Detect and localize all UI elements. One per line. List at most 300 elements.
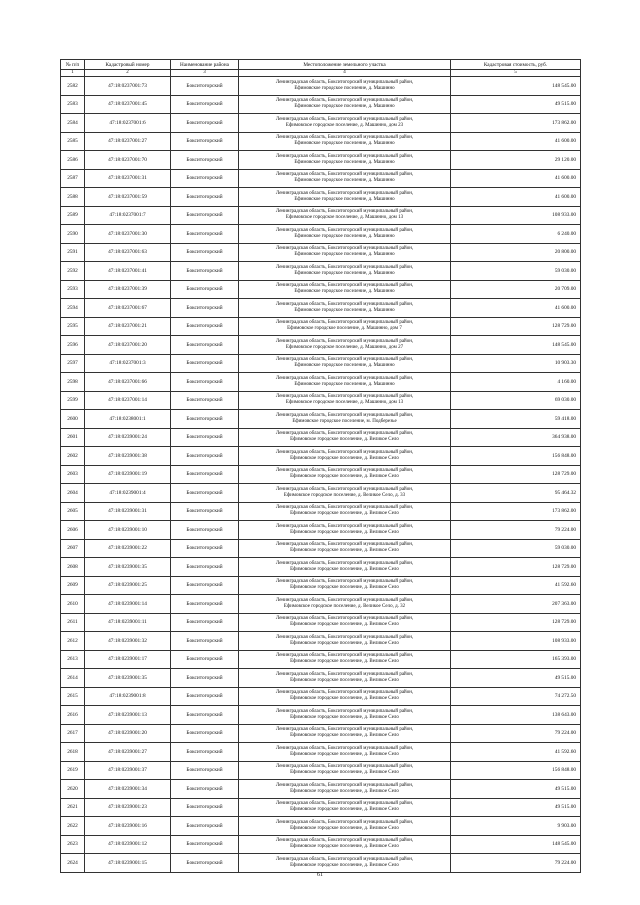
district-name: Бокситогорский bbox=[171, 539, 239, 558]
cadastral-value: 79 224.00 bbox=[451, 724, 581, 743]
cadastral-number: 47:18:0237001:14 bbox=[85, 391, 171, 410]
row-number: 2614 bbox=[61, 669, 85, 688]
location bbox=[239, 576, 451, 595]
cadastral-value: 20 709.00 bbox=[451, 280, 581, 299]
location bbox=[239, 151, 451, 170]
column-number: 3 bbox=[171, 70, 239, 77]
location-line: Ленинградская область, Бокситогорский муниципальный район, bbox=[275, 264, 414, 270]
district-name: Бокситогорский bbox=[171, 835, 239, 854]
location-line: Ефимовское городское поселение, д. Машинно, дом 13 bbox=[285, 400, 404, 406]
location bbox=[239, 354, 451, 373]
district-name: Бокситогорский bbox=[171, 465, 239, 484]
location-line: Ленинградская область, Бокситогорский муниципальный район, bbox=[275, 338, 414, 344]
location-line: Ефимовское городское поселение, д. Великое Село bbox=[290, 770, 399, 776]
row-number: 2622 bbox=[61, 817, 85, 836]
location-line: Ленинградская область, Бокситогорский муниципальный район, bbox=[275, 468, 414, 474]
location-line: Ефимовское городское поселение, м. Подберезье bbox=[292, 418, 397, 424]
cadastral-value: 156 848.00 bbox=[451, 447, 581, 466]
location-line: Ленинградская область, Бокситогорский муниципальный район, bbox=[275, 375, 414, 381]
cadastral-value: 49 515.00 bbox=[451, 669, 581, 688]
cadastral-number: 47:18:0239001:17 bbox=[85, 650, 171, 669]
cadastral-value: 4 160.00 bbox=[451, 373, 581, 392]
district-name: Бокситогорский bbox=[171, 206, 239, 225]
cadastral-number: 47:18:0239001:11 bbox=[85, 613, 171, 632]
cadastral-number: 47:18:0237001:73 bbox=[85, 77, 171, 96]
table-row bbox=[61, 206, 581, 225]
cadastral-value: 79 224.00 bbox=[451, 521, 581, 540]
cadastral-number: 47:18:0237001:59 bbox=[85, 188, 171, 207]
row-number: 2592 bbox=[61, 262, 85, 281]
row-number: 2605 bbox=[61, 502, 85, 521]
cadastral-value: 41 592.60 bbox=[451, 743, 581, 762]
cadastral-value: 59 418.00 bbox=[451, 410, 581, 429]
location-line: Ефимовское городское поселение, д. Великое Село, д. 33 bbox=[283, 492, 406, 498]
location bbox=[239, 169, 451, 188]
location-line: Ефимовское городское поселение, д. Великое Село bbox=[290, 788, 399, 794]
cadastral-value: 165 393.00 bbox=[451, 650, 581, 669]
location bbox=[239, 687, 451, 706]
row-number: 2608 bbox=[61, 558, 85, 577]
table-row bbox=[61, 595, 581, 614]
location-line: Ленинградская область, Бокситогорский муниципальный район, bbox=[275, 505, 414, 511]
table-row bbox=[61, 835, 581, 854]
location-line: Ефимовское городское поселение, д. Машинно bbox=[294, 307, 395, 313]
cadastral-value: 128 729.00 bbox=[451, 613, 581, 632]
cadastral-value: 207 363.00 bbox=[451, 595, 581, 614]
row-number: 2588 bbox=[61, 188, 85, 207]
location-line: Ефимовское городское поселение, д. Великое Село bbox=[290, 677, 399, 683]
row-number: 2600 bbox=[61, 410, 85, 429]
district-name: Бокситогорский bbox=[171, 151, 239, 170]
cadastral-value: 156 848.00 bbox=[451, 761, 581, 780]
location-line: Ленинградская область, Бокситогорский муниципальный район, bbox=[275, 320, 414, 326]
cadastral-number: 47:18:0239001:34 bbox=[85, 780, 171, 799]
table-row bbox=[61, 262, 581, 281]
table-row bbox=[61, 299, 581, 318]
table-row bbox=[61, 336, 581, 355]
column-header: № п/п bbox=[61, 60, 85, 70]
row-number: 2585 bbox=[61, 132, 85, 151]
location-line: Ленинградская область, Бокситогорский муниципальный район, bbox=[275, 856, 414, 862]
cadastral-number: 47:18:0237001:6 bbox=[85, 114, 171, 133]
location bbox=[239, 558, 451, 577]
location bbox=[239, 521, 451, 540]
location bbox=[239, 410, 451, 429]
cadastral-number: 47:18:0239001:27 bbox=[85, 743, 171, 762]
location-line: Ефимовское городское поселение, д. Великое Село bbox=[290, 455, 399, 461]
district-name: Бокситогорский bbox=[171, 743, 239, 762]
cadastral-number: 47:18:0237001:45 bbox=[85, 95, 171, 114]
location-line: Ефимовское городское поселение, д. Машинно bbox=[294, 270, 395, 276]
row-number: 2624 bbox=[61, 854, 85, 873]
location bbox=[239, 336, 451, 355]
location bbox=[239, 243, 451, 262]
row-number: 2583 bbox=[61, 95, 85, 114]
location-line: Ленинградская область, Бокситогорский муниципальный район, bbox=[275, 801, 414, 807]
column-header: Кадастровый номер bbox=[85, 60, 171, 70]
row-number: 2613 bbox=[61, 650, 85, 669]
location-line: Ленинградская область, Бокситогорский муниципальный район, bbox=[275, 135, 414, 141]
cadastral-number: 47:18:0239001:23 bbox=[85, 798, 171, 817]
district-name: Бокситогорский bbox=[171, 669, 239, 688]
column-number: 5 bbox=[451, 70, 581, 77]
table-row bbox=[61, 798, 581, 817]
row-number: 2612 bbox=[61, 632, 85, 651]
cadastral-number: 47:18:0237001:63 bbox=[85, 243, 171, 262]
cadastral-number: 47:18:0238001:1 bbox=[85, 410, 171, 429]
row-number: 2623 bbox=[61, 835, 85, 854]
row-number: 2584 bbox=[61, 114, 85, 133]
row-number: 2611 bbox=[61, 613, 85, 632]
cadastral-number: 47:18:0239001:24 bbox=[85, 428, 171, 447]
cadastral-number: 47:18:0237001:70 bbox=[85, 151, 171, 170]
table-row bbox=[61, 539, 581, 558]
location bbox=[239, 391, 451, 410]
location-line: Ефимовское городское поселение, д. Великое Село bbox=[290, 640, 399, 646]
row-number: 2586 bbox=[61, 151, 85, 170]
cadastral-value: 128 729.00 bbox=[451, 317, 581, 336]
location-line: Ефимовское городское поселение, д. Великое Село bbox=[290, 696, 399, 702]
cadastral-number: 47:18:0239001:14 bbox=[85, 595, 171, 614]
location bbox=[239, 280, 451, 299]
location-line: Ефимовское городское поселение, д. Великое Село bbox=[290, 733, 399, 739]
location-line: Ефимовское городское поселение, д. Машинно bbox=[294, 252, 395, 258]
table-row bbox=[61, 447, 581, 466]
row-number: 2590 bbox=[61, 225, 85, 244]
cadastral-number: 47:18:0239001:13 bbox=[85, 706, 171, 725]
column-number: 1 bbox=[61, 70, 85, 77]
row-number: 2607 bbox=[61, 539, 85, 558]
cadastral-number: 47:18:0239001:10 bbox=[85, 521, 171, 540]
table-row bbox=[61, 817, 581, 836]
location-line: Ленинградская область, Бокситогорский муниципальный район, bbox=[275, 542, 414, 548]
district-name: Бокситогорский bbox=[171, 299, 239, 318]
location-line: Ефимовское городское поселение, д. Машинно bbox=[294, 85, 395, 91]
row-number: 2595 bbox=[61, 317, 85, 336]
location bbox=[239, 188, 451, 207]
location-line: Ленинградская область, Бокситогорский муниципальный район, bbox=[275, 690, 414, 696]
location bbox=[239, 817, 451, 836]
table-row bbox=[61, 188, 581, 207]
location bbox=[239, 114, 451, 133]
row-number: 2621 bbox=[61, 798, 85, 817]
location-line: Ефимовское городское поселение, д. Великое Село bbox=[290, 437, 399, 443]
location-line: Ефимовское городское поселение, д. Великое Село bbox=[290, 566, 399, 572]
cadastral-number: 47:18:0239001:22 bbox=[85, 539, 171, 558]
district-name: Бокситогорский bbox=[171, 706, 239, 725]
location-line: Ленинградская область, Бокситогорский муниципальный район, bbox=[275, 431, 414, 437]
cadastral-number: 47:18:0237001:67 bbox=[85, 299, 171, 318]
table-row bbox=[61, 613, 581, 632]
cadastral-value: 6 240.00 bbox=[451, 225, 581, 244]
cadastral-number: 47:18:0237001:27 bbox=[85, 132, 171, 151]
row-number: 2593 bbox=[61, 280, 85, 299]
location bbox=[239, 373, 451, 392]
district-name: Бокситогорский bbox=[171, 484, 239, 503]
location-line: Ленинградская область, Бокситогорский муниципальный район, bbox=[275, 394, 414, 400]
location-line: Ефимовское городское поселение, д. Великое Село, д. 32 bbox=[283, 603, 406, 609]
district-name: Бокситогорский bbox=[171, 558, 239, 577]
cadastral-value: 364 938.00 bbox=[451, 428, 581, 447]
table-row bbox=[61, 280, 581, 299]
location-line: Ленинградская область, Бокситогорский муниципальный район, bbox=[275, 246, 414, 252]
location-line: Ефимовское городское поселение, д. Великое Село bbox=[290, 548, 399, 554]
location bbox=[239, 613, 451, 632]
location-line: Ленинградская область, Бокситогорский муниципальный район, bbox=[275, 486, 414, 492]
cadastral-value: 9 903.00 bbox=[451, 817, 581, 836]
row-number: 2619 bbox=[61, 761, 85, 780]
cadastral-value: 148 545.00 bbox=[451, 77, 581, 96]
district-name: Бокситогорский bbox=[171, 114, 239, 133]
district-name: Бокситогорский bbox=[171, 780, 239, 799]
table-row bbox=[61, 706, 581, 725]
cadastral-number: 47:18:0239001:20 bbox=[85, 724, 171, 743]
table-row bbox=[61, 410, 581, 429]
table-row bbox=[61, 521, 581, 540]
cadastral-value: 41 600.00 bbox=[451, 169, 581, 188]
cadastral-number: 47:18:0237001:3 bbox=[85, 354, 171, 373]
cadastral-number: 47:18:0237001:39 bbox=[85, 280, 171, 299]
location-line: Ефимовское городское поселение, д. Машинно, дом 7 bbox=[287, 326, 402, 332]
district-name: Бокситогорский bbox=[171, 595, 239, 614]
cadastral-value: 10 903.30 bbox=[451, 354, 581, 373]
location bbox=[239, 484, 451, 503]
location bbox=[239, 595, 451, 614]
cadastral-value: 108 933.00 bbox=[451, 632, 581, 651]
row-number: 2604 bbox=[61, 484, 85, 503]
document-sheet bbox=[60, 59, 580, 873]
district-name: Бокситогорский bbox=[171, 354, 239, 373]
location-line: Ленинградская область, Бокситогорский муниципальный район, bbox=[275, 449, 414, 455]
location bbox=[239, 761, 451, 780]
location-line: Ефимовское городское поселение, д. Машинно bbox=[294, 141, 395, 147]
location bbox=[239, 650, 451, 669]
location bbox=[239, 317, 451, 336]
cadastral-value: 59 030.00 bbox=[451, 539, 581, 558]
location-line: Ленинградская область, Бокситогорский муниципальный район, bbox=[275, 301, 414, 307]
district-name: Бокситогорский bbox=[171, 225, 239, 244]
cadastral-number: 47:18:0239001:31 bbox=[85, 502, 171, 521]
location-line: Ленинградская область, Бокситогорский муниципальный район, bbox=[275, 616, 414, 622]
table-row bbox=[61, 669, 581, 688]
district-name: Бокситогорский bbox=[171, 428, 239, 447]
cadastral-value: 74 272.50 bbox=[451, 687, 581, 706]
location-line: Ефимовское городское поселение, д. Машинно bbox=[294, 381, 395, 387]
location-line: Ленинградская область, Бокситогорский муниципальный район, bbox=[275, 412, 414, 418]
location-line: Ефимовское городское поселение, д. Великое Село bbox=[290, 807, 399, 813]
district-name: Бокситогорский bbox=[171, 447, 239, 466]
cadastral-number: 47:18:0239001:16 bbox=[85, 817, 171, 836]
cadastral-value: 128 729.00 bbox=[451, 465, 581, 484]
location-line: Ефимовское городское поселение, д. Машинно, дом 27 bbox=[285, 344, 404, 350]
cadastral-number: 47:18:0239001:8 bbox=[85, 687, 171, 706]
cadastral-value: 128 729.00 bbox=[451, 558, 581, 577]
location-line: Ефимовское городское поселение, д. Великое Село bbox=[290, 474, 399, 480]
table-row bbox=[61, 114, 581, 133]
cadastral-number: 47:18:0239001:35 bbox=[85, 558, 171, 577]
row-number: 2599 bbox=[61, 391, 85, 410]
location bbox=[239, 706, 451, 725]
row-number: 2609 bbox=[61, 576, 85, 595]
district-name: Бокситогорский bbox=[171, 650, 239, 669]
row-number: 2610 bbox=[61, 595, 85, 614]
table-row bbox=[61, 743, 581, 762]
location bbox=[239, 225, 451, 244]
table-row bbox=[61, 632, 581, 651]
cadastral-value: 148 545.00 bbox=[451, 336, 581, 355]
location-line: Ленинградская область, Бокситогорский муниципальный район, bbox=[275, 819, 414, 825]
cadastral-value: 49 515.00 bbox=[451, 798, 581, 817]
row-number: 2591 bbox=[61, 243, 85, 262]
cadastral-number: 47:18:0237001:30 bbox=[85, 225, 171, 244]
location-line: Ефимовское городское поселение, д. Машинно bbox=[294, 196, 395, 202]
column-number: 4 bbox=[239, 70, 451, 77]
location-line: Ефимовское городское поселение, д. Великое Село bbox=[290, 529, 399, 535]
location bbox=[239, 262, 451, 281]
location-line: Ленинградская область, Бокситогорский муниципальный район, bbox=[275, 98, 414, 104]
row-number: 2620 bbox=[61, 780, 85, 799]
column-header: Кадастровая стоимость, руб. bbox=[451, 60, 581, 70]
district-name: Бокситогорский bbox=[171, 687, 239, 706]
cadastral-number: 47:18:0237001:41 bbox=[85, 262, 171, 281]
table-row bbox=[61, 558, 581, 577]
location-line: Ефимовское городское поселение, д. Машинно bbox=[294, 233, 395, 239]
cadastral-number: 47:18:0239001:35 bbox=[85, 669, 171, 688]
location-line: Ленинградская область, Бокситогорский муниципальный район, bbox=[275, 671, 414, 677]
cadastral-value: 20 800.00 bbox=[451, 243, 581, 262]
location-line: Ленинградская область, Бокситогорский муниципальный район, bbox=[275, 190, 414, 196]
location-line: Ленинградская область, Бокситогорский муниципальный район, bbox=[275, 227, 414, 233]
location bbox=[239, 132, 451, 151]
column-number-row bbox=[61, 70, 581, 77]
district-name: Бокситогорский bbox=[171, 854, 239, 873]
cadastral-value: 148 545.00 bbox=[451, 835, 581, 854]
table-row bbox=[61, 317, 581, 336]
table-row bbox=[61, 724, 581, 743]
location-line: Ефимовское городское поселение, д. Великое Село bbox=[290, 714, 399, 720]
cadastral-number: 47:18:0237001:66 bbox=[85, 373, 171, 392]
district-name: Бокситогорский bbox=[171, 521, 239, 540]
cadastral-number: 47:18:0237001:21 bbox=[85, 317, 171, 336]
location-line: Ефимовское городское поселение, д. Машинно bbox=[294, 178, 395, 184]
location-line: Ефимовское городское поселение, д. Великое Село bbox=[290, 622, 399, 628]
row-number: 2615 bbox=[61, 687, 85, 706]
location-line: Ленинградская область, Бокситогорский муниципальный район, bbox=[275, 653, 414, 659]
table-row bbox=[61, 243, 581, 262]
cadastral-number: 47:18:0239001:19 bbox=[85, 465, 171, 484]
location-line: Ленинградская область, Бокситогорский муниципальный район, bbox=[275, 172, 414, 178]
location-line: Ленинградская область, Бокситогорский муниципальный район, bbox=[275, 153, 414, 159]
location-line: Ленинградская область, Бокситогорский муниципальный район, bbox=[275, 727, 414, 733]
table-row bbox=[61, 428, 581, 447]
district-name: Бокситогорский bbox=[171, 632, 239, 651]
location bbox=[239, 539, 451, 558]
table-row bbox=[61, 576, 581, 595]
cadastral-value: 41 600.00 bbox=[451, 132, 581, 151]
row-number: 2594 bbox=[61, 299, 85, 318]
table-row bbox=[61, 465, 581, 484]
district-name: Бокситогорский bbox=[171, 724, 239, 743]
location-line: Ленинградская область, Бокситогорский муниципальный район, bbox=[275, 764, 414, 770]
location-line: Ленинградская область, Бокситогорский муниципальный район, bbox=[275, 838, 414, 844]
district-name: Бокситогорский bbox=[171, 502, 239, 521]
location-line: Ленинградская область, Бокситогорский муниципальный район, bbox=[275, 597, 414, 603]
district-name: Бокситогорский bbox=[171, 576, 239, 595]
cadastral-number: 47:18:0239001:37 bbox=[85, 761, 171, 780]
table-body bbox=[61, 77, 581, 873]
cadastral-number: 47:18:0237001:20 bbox=[85, 336, 171, 355]
location-line: Ефимовское городское поселение, д. Машинно bbox=[294, 289, 395, 295]
row-number: 2587 bbox=[61, 169, 85, 188]
location-line: Ефимовское городское поселение, д. Машинно, дом 23 bbox=[285, 122, 404, 128]
cadastral-number: 47:18:0239001:32 bbox=[85, 632, 171, 651]
location-line: Ленинградская область, Бокситогорский муниципальный район, bbox=[275, 116, 414, 122]
cadastral-number: 47:18:0239001:38 bbox=[85, 447, 171, 466]
table-row bbox=[61, 151, 581, 170]
row-number: 2589 bbox=[61, 206, 85, 225]
column-header: Наименование района bbox=[171, 60, 239, 70]
table-row bbox=[61, 391, 581, 410]
column-number: 2 bbox=[85, 70, 171, 77]
location-line: Ефимовское городское поселение, д. Машинно, дом 13 bbox=[285, 215, 404, 221]
cadastral-value-table bbox=[60, 59, 581, 873]
district-name: Бокситогорский bbox=[171, 243, 239, 262]
cadastral-number: 47:18:0239001:12 bbox=[85, 835, 171, 854]
location bbox=[239, 798, 451, 817]
location bbox=[239, 669, 451, 688]
location-line: Ефимовское городское поселение, д. Великое Село bbox=[290, 751, 399, 757]
district-name: Бокситогорский bbox=[171, 817, 239, 836]
location bbox=[239, 632, 451, 651]
location bbox=[239, 465, 451, 484]
cadastral-value: 79 224.00 bbox=[451, 854, 581, 873]
location-line: Ленинградская область, Бокситогорский муниципальный район, bbox=[275, 782, 414, 788]
district-name: Бокситогорский bbox=[171, 391, 239, 410]
district-name: Бокситогорский bbox=[171, 169, 239, 188]
location bbox=[239, 77, 451, 96]
table-row bbox=[61, 650, 581, 669]
location bbox=[239, 95, 451, 114]
row-number: 2606 bbox=[61, 521, 85, 540]
table-row bbox=[61, 225, 581, 244]
table-row bbox=[61, 484, 581, 503]
location-line: Ленинградская область, Бокситогорский муниципальный район, bbox=[275, 357, 414, 363]
district-name: Бокситогорский bbox=[171, 336, 239, 355]
district-name: Бокситогорский bbox=[171, 798, 239, 817]
cadastral-value: 41 600.00 bbox=[451, 188, 581, 207]
table-row bbox=[61, 77, 581, 96]
location bbox=[239, 743, 451, 762]
table-row bbox=[61, 502, 581, 521]
location-line: Ефимовское городское поселение, д. Великое Село bbox=[290, 659, 399, 665]
row-number: 2603 bbox=[61, 465, 85, 484]
location bbox=[239, 724, 451, 743]
cadastral-number: 47:18:0237001:7 bbox=[85, 206, 171, 225]
cadastral-number: 47:18:0237001:31 bbox=[85, 169, 171, 188]
cadastral-value: 41 600.00 bbox=[451, 299, 581, 318]
district-name: Бокситогорский bbox=[171, 761, 239, 780]
row-number: 2616 bbox=[61, 706, 85, 725]
row-number: 2602 bbox=[61, 447, 85, 466]
location-line: Ефимовское городское поселение, д. Машинно bbox=[294, 104, 395, 110]
table-row bbox=[61, 687, 581, 706]
district-name: Бокситогорский bbox=[171, 410, 239, 429]
table-row bbox=[61, 761, 581, 780]
cadastral-value: 49 515.00 bbox=[451, 95, 581, 114]
location-line: Ефимовское городское поселение, д. Машинно bbox=[294, 363, 395, 369]
location-line: Ленинградская область, Бокситогорский муниципальный район, bbox=[275, 708, 414, 714]
cadastral-value: 173 862.00 bbox=[451, 502, 581, 521]
